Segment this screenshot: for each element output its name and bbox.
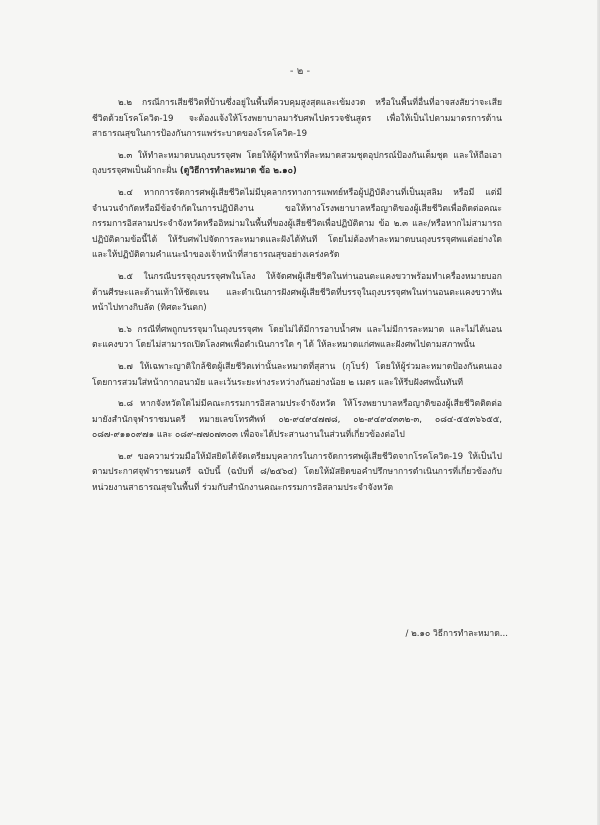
- document-body: [92, 96, 502, 503]
- paragraph-2-9: ๒.๙ ขอความร่วมมือให้มัสยิดได้จัดเตรียมบุคลากรในการจัดการศพผู้เสียชีวิตจากโรคโควิด-19 ให้เป็นไปตามประกาศจุฬาราชมนตรี ฉบับนี้ (ฉบับที่ ๘/๒๕๖๔) โดยให้มัสยิดขอคำปรึกษาการดำเนินการที่เกี่ยวข้องกับหน่วยงานสาธารณสุขในพื้นที่ ร่วมกับสำนักงานคณะกรรมการอิสลามประจำจังหวัด: [92, 451, 502, 494]
- paragraph-2-8: ๒.๘ หากจังหวัดใดไม่มีคณะกรรมการอิสลามประจำจังหวัด ให้โรงพยาบาลหรือญาติของผู้เสียชีวิตติดต่อมายังสำนักจุฬาราชมนตรี หมายเลขโทรศัพท์ ๐๒-๙๔๙๔๗๗๘, ๐๒-๙๔๙๔๓๓๒-๓, ๐๘๔-๕๕๓๖๖๕๕, ๐๘๗-๙๑๑๐๙๗๑ และ ๐๘๙-๗๗๐๗๓๐๓ เพื่อจะได้ประสานงานในส่วนที่เกี่ยวข้องต่อไป: [92, 399, 502, 441]
- paragraph-2-3-text: ๒.๓ ให้ทำละหมาดบนถุงบรรจุศพ โดยให้ผู้ทำหน้าที่ละหมาดสวมชุดอุปกรณ์ป้องกันเต็มชุด และให้ถือเอาถุงบรรจุศพเป็นผ้ากะฝั่น: [92, 150, 502, 177]
- page-number: - ๒ -: [289, 66, 311, 77]
- paragraph-2-5: ๒.๕ ในกรณีบรรจุถุงบรรจุศพในโลง ให้จัดศพผู้เสียชีวิตในท่านอนตะแคงขวาพร้อมทำเครื่องหมายบอกด้านศีรษะและด้านเท้าให้ชัดเจน และดำเนินการฝังศพผู้เสียชีวิตที่บรรจุในถุงบรรจุศพในท่านอนตะแคงขวาหันหน้าไปทางกิบลัต (ทิศตะวันตก): [92, 271, 502, 314]
- paragraph-2-4: ๒.๔ หากการจัดการศพผู้เสียชีวิตไม่มีบุคลากรทางการแพทย์หรือผู้ปฏิบัติงานที่เป็นมุสลิม หรือมี แต่มีจำนวนจำกัดหรือมีข้อจำกัดในการปฏิบัติงาน ขอให้ทางโรงพยาบาลหรือญาติของผู้เสียชีวิตเพื่อติดต่อคณะกรรมการอิสลามประจำจังหวัดหรืออิหม่ามในพื้นที่ของผู้เสียชีวิตเพื่อปฏิบัติตาม ข้อ ๒.๓ และ/หรือหากไม่สามารถปฏิบัติตามข้อนี้ได้ ให้รับศพไปจัดการละหมาดและฝังได้ทันที โดยไม่ต้องทำละหมาดบนถุงบรรจุศพแต่อย่างใด และให้ปฏิบัติตามคำแนะนำของเจ้าหน้าที่สาธารณสุขอย่างเคร่งครัด: [92, 187, 502, 261]
- paragraph-2-6: ๒.๖ กรณีที่ศพถูกบรรจุมาในถุงบรรจุศพ โดยไม่ได้มีการอาบน้ำศพ และไม่มีการละหมาด และไม่ได้นอนตะแคงขวา โดยไม่สามารถเปิดโลงศพเพื่อดำเนินการใด ๆ ได้ ให้ละหมาดแก่ศพและฝังศพไปตามสภาพนั้น: [92, 324, 502, 351]
- paragraph-2-3: [92, 149, 502, 180]
- paragraph-2-2: ๒.๒ กรณีการเสียชีวิตที่บ้านซึ่งอยู่ในพื้นที่ควบคุมสูงสุดและเข้มงวด หรือในพื้นที่อื่นที่อาจสงสัยว่าจะเสียชีวิตด้วยโรคโควิด-19 จะต้องแจ้งให้โรงพยาบาลมารับศพไปตรวจชันสูตร เพื่อให้เป็นไปตามมาตรการด้านสาธารณสุขในการป้องกันการแพร่ระบาดของโรคโควิด-19: [92, 98, 502, 140]
- continuation-note: / ๒.๑๐ วิธีการทำละหมาด...: [405, 629, 508, 639]
- paragraph-2-3-reference: (ดูวิธีการทำละหมาด ข้อ ๒.๑๐): [179, 166, 297, 177]
- paragraph-2-7: ๒.๗ ให้เฉพาะญาติใกล้ชิดผู้เสียชีวิตเท่านั้นละหมาดที่สุสาน (กุโบร์) โดยให้ผู้ร่วมละหมาดป้องกันตนเองโดยการสวมใส่หน้ากากอนามัย และเว้นระยะห่างระหว่างกันอย่างน้อย ๒ เมตร และให้รีบฝังศพนั้นทันที: [92, 361, 502, 388]
